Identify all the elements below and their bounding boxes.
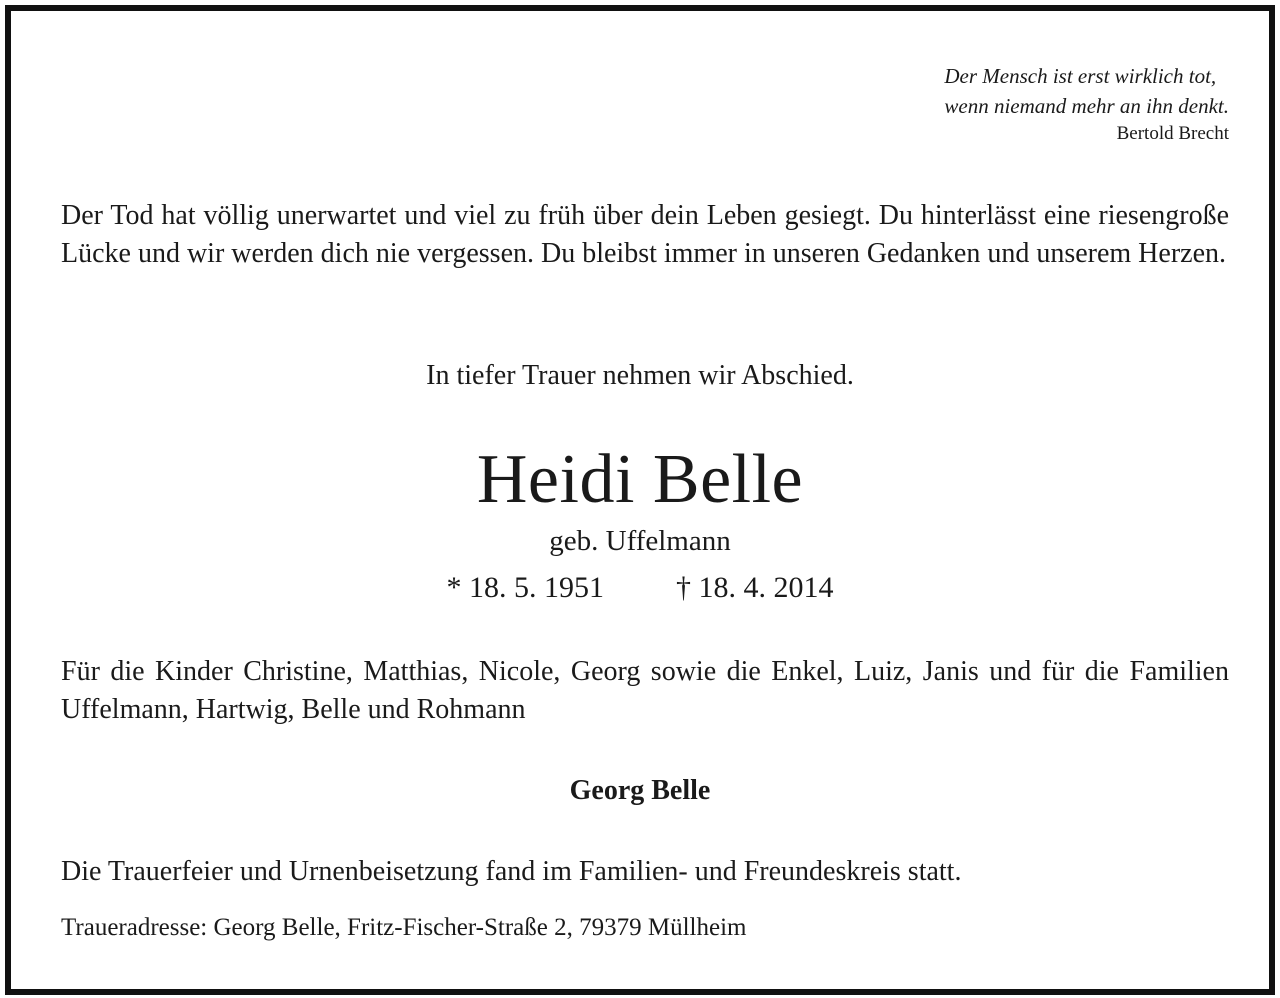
signer-name: Georg Belle: [569, 775, 711, 806]
maiden-name: geb. Uffelmann: [549, 525, 731, 557]
intro-paragraph: Der Tod hat völlig unerwartet und viel zu früh über dein Leben gesiegt. Du hinterlässt eine riesengroße Lücke und wir werden dich nie vergessen. Du bleibst immer in unseren Gedanken und unserem Herzen.: [61, 200, 1229, 269]
farewell-line: In tiefer Trauer nehmen wir Abschied.: [426, 360, 854, 391]
death-date: † 18. 4. 2014: [676, 571, 834, 604]
quote-line-2: wenn niemand mehr an ihn denkt.: [944, 94, 1229, 118]
deceased-name: Heidi Belle: [476, 441, 804, 518]
quote-author: Bertold Brecht: [1116, 123, 1229, 144]
quote-line-1: Der Mensch ist erst wirklich tot,: [944, 64, 1217, 88]
ceremony-note: Die Trauerfeier und Urnenbeisetzung fand im Familien- und Freundeskreis statt.: [61, 856, 962, 887]
birth-date: * 18. 5. 1951: [446, 571, 604, 604]
mourning-address: Traueradresse: Georg Belle, Fritz-Fischer-Straße 2, 79379 Müllheim: [61, 914, 747, 941]
quote-block: [944, 61, 1229, 147]
obituary-frame: [5, 5, 1275, 995]
family-paragraph: Für die Kinder Christine, Matthias, Nicole, Georg sowie die Enkel, Luiz, Janis und für die Familien Uffelmann, Hartwig, Belle und Rohmann: [61, 656, 1229, 725]
life-dates: [11, 567, 1269, 609]
